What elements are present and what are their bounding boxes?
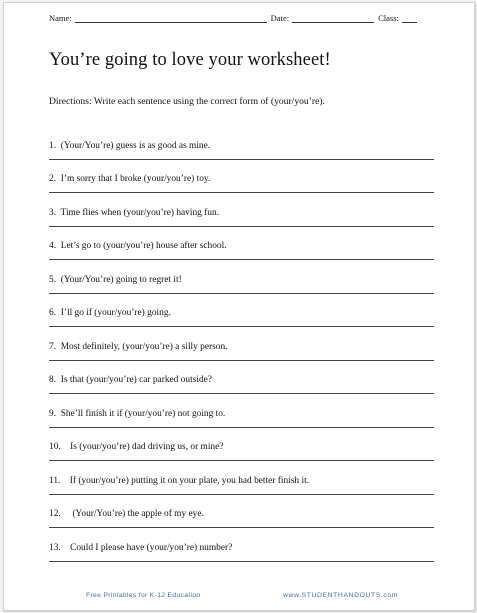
answer-line (49, 460, 434, 461)
answer-line (49, 226, 434, 227)
answer-line (49, 527, 434, 528)
date-line (292, 13, 374, 23)
name-label: Name: (49, 13, 72, 23)
question-item (49, 274, 434, 298)
question-item (49, 240, 434, 264)
question-text: 11. If (your/you’re) putting it on your plate, you had better finish it. (49, 476, 310, 486)
answer-line (49, 293, 434, 294)
question-item (49, 173, 434, 197)
directions: Directions: Write each sentence using the correct form of (your/you’re). (49, 96, 325, 107)
question-text: 4. Let’s go to (your/you’re) house after school. (49, 241, 227, 251)
answer-line (49, 393, 434, 394)
answer-line (49, 561, 434, 562)
answer-line (49, 360, 434, 361)
answer-line (49, 159, 434, 160)
question-text: 7. Most definitely, (your/you’re) a silly person. (49, 342, 228, 352)
footer-website-link[interactable]: www.STUDENTHANDOUTS.com (283, 592, 399, 599)
question-text: 12. (Your/You’re) the apple of my eye. (49, 509, 204, 519)
question-text: 3. Time flies when (your/you’re) having fun. (49, 208, 220, 218)
question-item (49, 341, 434, 365)
question-text: 5. (Your/You’re) going to regret it! (49, 275, 182, 285)
question-text: 1. (Your/You’re) guess is as good as mine. (49, 141, 211, 151)
name-line (75, 13, 267, 23)
question-text: 13. Could I please have (your/you’re) number? (49, 543, 233, 553)
worksheet-page (3, 2, 475, 611)
question-text: 10. Is (your/you’re) dad driving us, or mine? (49, 442, 224, 452)
worksheet-title: You’re going to love your worksheet! (49, 50, 331, 70)
answer-line (49, 427, 434, 428)
question-item (49, 307, 434, 331)
question-item (49, 441, 434, 465)
date-label: Date: (270, 13, 290, 23)
class-line (402, 13, 417, 23)
answer-line (49, 494, 434, 495)
question-item (49, 207, 434, 231)
question-item (49, 140, 434, 164)
answer-line (49, 259, 434, 260)
question-text: 9. She’ll finish it if (your/you’re) not going to. (49, 409, 226, 419)
question-text: 2. I’m sorry that I broke (your/you’re) toy. (49, 174, 211, 184)
answer-line (49, 192, 434, 193)
answer-line (49, 326, 434, 327)
class-label: Class: (378, 13, 399, 23)
question-item (49, 508, 434, 532)
question-text: 6. I’ll go if (your/you’re) going. (49, 308, 171, 318)
question-text: 8. Is that (your/you’re) car parked outside? (49, 375, 212, 385)
question-item (49, 475, 434, 499)
footer-tagline: Free Printables for K-12 Education (86, 592, 201, 599)
question-item (49, 542, 434, 566)
question-item (49, 408, 434, 432)
header-fields (49, 13, 432, 23)
question-item (49, 374, 434, 398)
